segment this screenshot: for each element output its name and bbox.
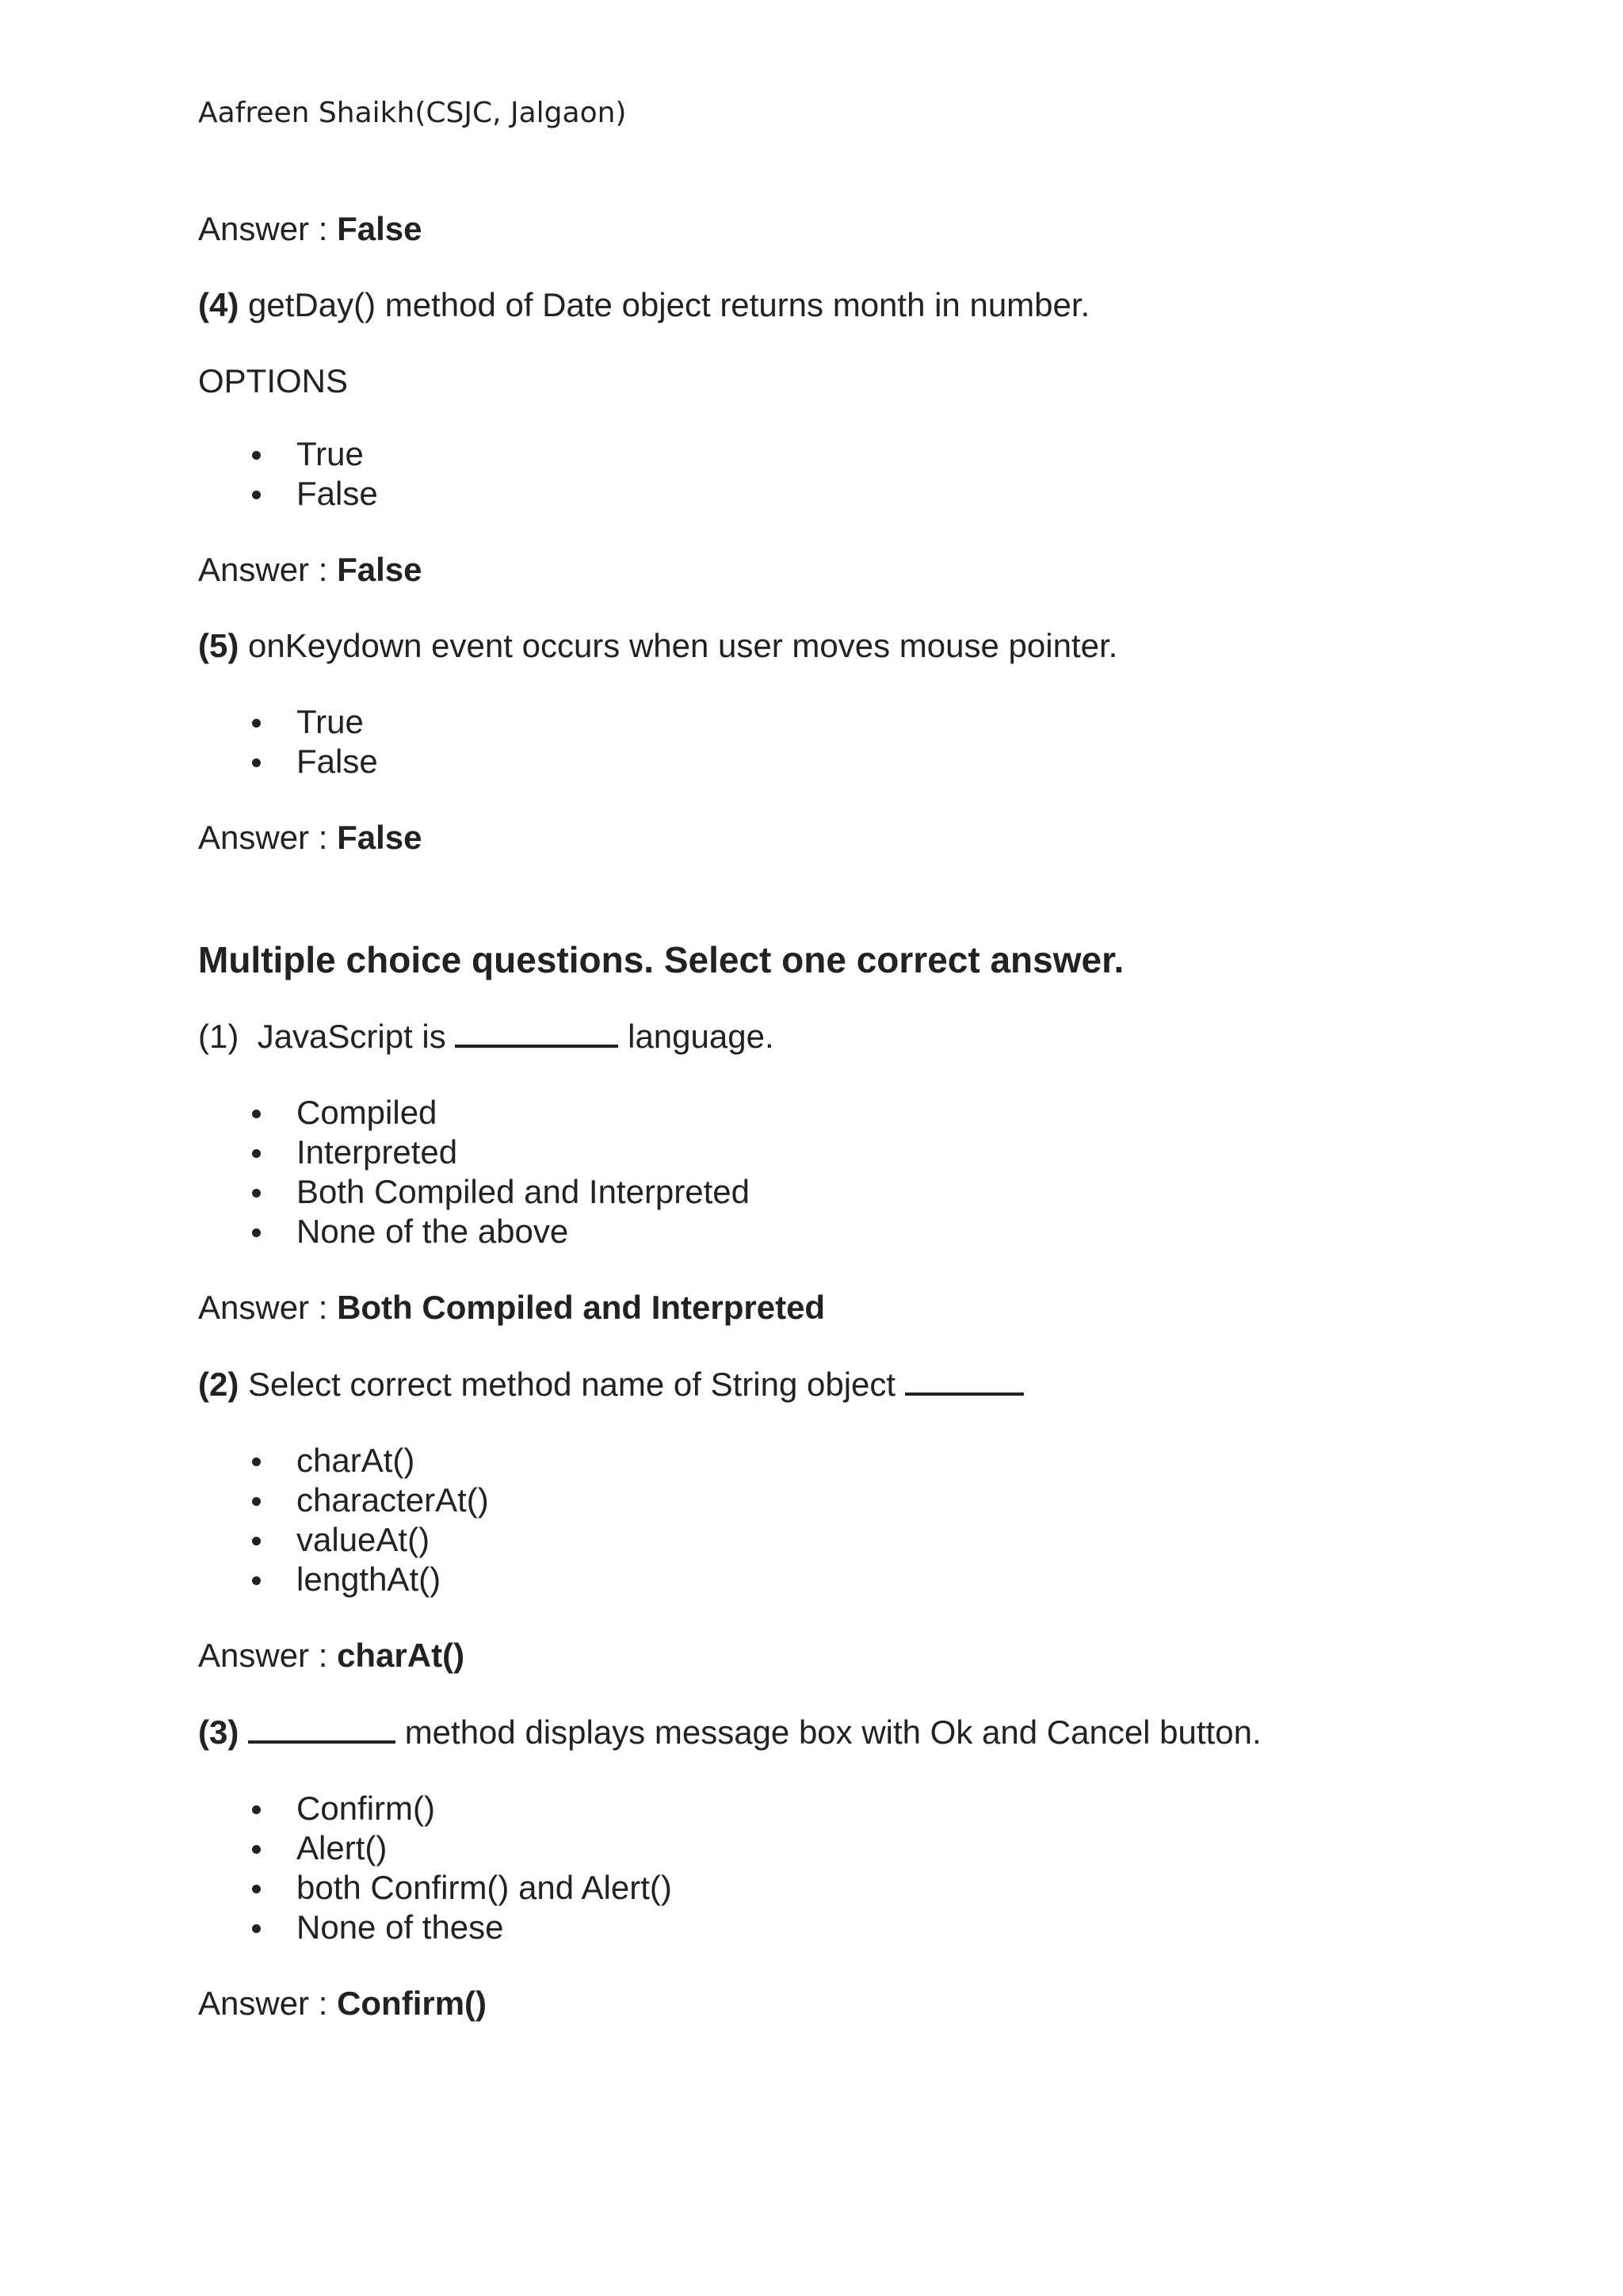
option-item: False (296, 742, 1506, 781)
option-item: True (296, 434, 1506, 474)
question-number: (2) (198, 1366, 239, 1403)
option-item: Interpreted (296, 1133, 1506, 1172)
option-item: valueAt() (296, 1520, 1506, 1560)
options-list-mcq-2 (198, 1441, 1506, 1599)
question-tf-4 (198, 285, 1506, 325)
option-item: True (296, 702, 1506, 742)
question-text-before: JavaScript is (257, 1018, 446, 1055)
option-item: None of the above (296, 1212, 1506, 1251)
question-number: (3) (198, 1713, 239, 1751)
option-item: None of these (296, 1908, 1506, 1947)
answer-value: charAt() (337, 1637, 465, 1674)
question-mcq-3 (198, 1712, 1506, 1752)
question-tf-5 (198, 626, 1506, 666)
answer-label: Answer : (198, 1637, 328, 1674)
question-text: getDay() method of Date object returns month in number. (248, 286, 1090, 323)
answer-label: Answer : (198, 210, 328, 247)
question-number: (1) (198, 1018, 239, 1055)
answer-value: Both Compiled and Interpreted (337, 1289, 826, 1326)
question-number: (4) (198, 286, 239, 323)
option-item: both Confirm() and Alert() (296, 1868, 1506, 1908)
option-item: Alert() (296, 1828, 1506, 1868)
fill-blank (905, 1364, 1024, 1396)
option-item: Compiled (296, 1093, 1506, 1133)
answer-value: False (337, 819, 422, 856)
answer-line (198, 550, 1506, 590)
question-text: Select correct method name of String object (248, 1366, 896, 1403)
question-text: method displays message box with Ok and Cancel button. (404, 1713, 1262, 1751)
option-item: False (296, 474, 1506, 514)
options-list-tf-4 (198, 434, 1506, 514)
answer-value: Confirm() (337, 1985, 487, 2022)
options-list-mcq-3 (198, 1789, 1506, 1947)
answer-line (198, 818, 1506, 858)
answer-line (198, 1636, 1506, 1675)
answer-label: Answer : (198, 1289, 328, 1326)
option-item: Both Compiled and Interpreted (296, 1172, 1506, 1212)
option-item: Confirm() (296, 1789, 1506, 1828)
question-text: onKeydown event occurs when user moves mouse pointer. (248, 627, 1118, 664)
answer-label: Answer : (198, 1985, 328, 2022)
options-label: OPTIONS (198, 362, 349, 399)
question-text-after: language. (628, 1018, 774, 1055)
options-list-tf-5 (198, 702, 1506, 781)
answer-label: Answer : (198, 551, 328, 588)
options-list-mcq-1 (198, 1093, 1506, 1251)
answer-line (198, 1984, 1506, 2023)
answer-line (198, 209, 1506, 249)
option-item: lengthAt() (296, 1560, 1506, 1599)
answer-line (198, 1288, 1506, 1328)
fill-blank (455, 1016, 618, 1048)
question-mcq-2 (198, 1364, 1506, 1404)
option-item: charAt() (296, 1441, 1506, 1480)
document-body (198, 209, 1506, 2060)
question-number: (5) (198, 627, 239, 664)
answer-value: False (337, 210, 422, 247)
question-mcq-1 (198, 1016, 1506, 1056)
fill-blank (248, 1712, 395, 1744)
answer-label: Answer : (198, 819, 328, 856)
option-item: characterAt() (296, 1480, 1506, 1520)
section-title: Multiple choice questions. Select one correct answer. (198, 939, 1125, 980)
answer-value: False (337, 551, 422, 588)
page-header: Aafreen Shaikh(CSJC, Jalgaon) (198, 97, 627, 129)
